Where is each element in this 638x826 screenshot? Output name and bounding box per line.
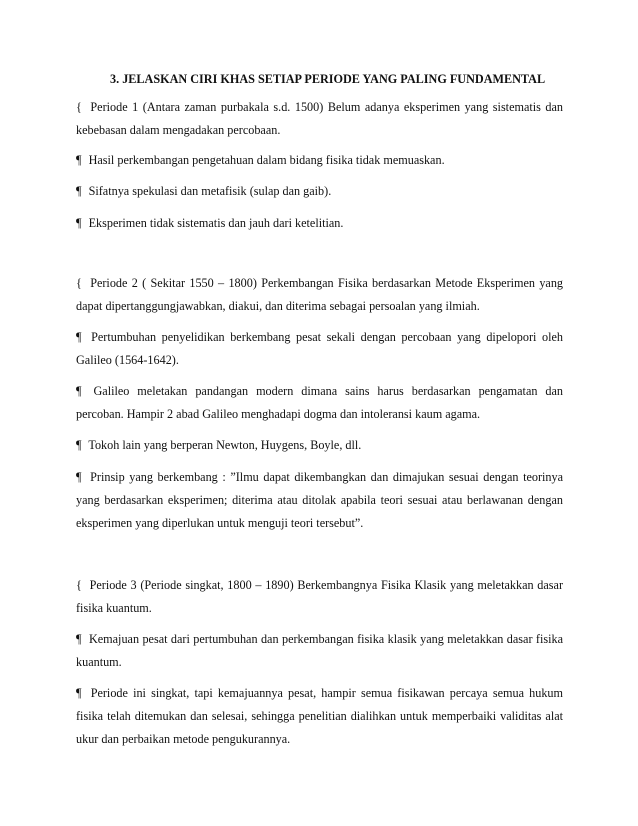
paragraph-text: Periode ini singkat, tapi kemajuannya pesat, hampir semua fisikawan percaya semua hukum fisika telah ditemukan dan selesai, sehingga penelitian dialihkan untuk memperbaiki validitas alat ukur dan perbaikan metode pengukurannya. <box>76 686 563 746</box>
bullet-marker: { <box>76 578 82 592</box>
bullet-marker: { <box>76 276 82 290</box>
paragraph-text: Periode 3 (Periode singkat, 1800 – 1890) Berkembangnya Fisika Klasik yang meletakkan dasar fisika kuantum. <box>76 578 563 615</box>
paragraph-text: Periode 2 ( Sekitar 1550 – 1800) Perkembangan Fisika berdasarkan Metode Eksperimen yang dapat dipertanggungjawabkan, diakui, dan diterima sebagai persoalan yang ilmiah. <box>76 276 564 313</box>
pilcrow-marker: ¶ <box>76 686 82 700</box>
paragraph-text: Sifatnya spekulasi dan metafisik (sulap dan gaib). <box>88 184 332 198</box>
paragraph-periode-1 <box>76 96 563 142</box>
paragraph-text: Pertumbuhan penyelidikan berkembang pesat sekali dengan percobaan yang dipelopori oleh Galileo (1564-1642). <box>76 330 563 367</box>
pilcrow-marker: ¶ <box>76 184 82 198</box>
paragraph-periode-2 <box>76 272 563 318</box>
paragraph-text: Prinsip yang berkembang : ”Ilmu dapat dikembangkan dan dimajukan sesuai dengan teorinya yang berdasarkan eksperimen; diterima atau ditolak apabila teori sesuai atau berlawanan dengan eksperimen yang diperlukan untuk menguji teori tersebut”. <box>76 470 564 530</box>
paragraph-kemajuan <box>76 628 563 674</box>
paragraph-pertumbuhan <box>76 326 563 372</box>
paragraph-text: Kemajuan pesat dari pertumbuhan dan perkembangan fisika klasik yang meletakkan dasar fisika kuantum. <box>76 632 564 669</box>
paragraph-text: Galileo meletakan pandangan modern dimana sains harus berdasarkan pengamatan dan percoban. Hampir 2 abad Galileo menghadapi dogma dan intoleransi kaum agama. <box>76 384 563 421</box>
paragraph-sifatnya <box>76 180 563 203</box>
pilcrow-marker: ¶ <box>76 330 82 344</box>
paragraph-text: Eksperimen tidak sistematis dan jauh dari ketelitian. <box>88 216 344 230</box>
paragraph-text: Hasil perkembangan pengetahuan dalam bidang fisika tidak memuaskan. <box>88 153 445 167</box>
paragraph-prinsip <box>76 466 563 535</box>
paragraph-periode-3 <box>76 574 563 620</box>
pilcrow-marker: ¶ <box>76 216 82 230</box>
pilcrow-marker: ¶ <box>76 384 82 398</box>
paragraph-tokoh-lain <box>76 434 563 457</box>
pilcrow-marker: ¶ <box>76 470 82 484</box>
paragraph-hasil-perkembangan <box>76 149 563 172</box>
paragraph-text: Tokoh lain yang berperan Newton, Huygens, Boyle, dll. <box>88 438 362 452</box>
document-heading: 3. JELASKAN CIRI KHAS SETIAP PERIODE YANG PALING FUNDAMENTAL <box>110 72 546 86</box>
paragraph-galileo <box>76 380 563 426</box>
pilcrow-marker: ¶ <box>76 438 82 452</box>
bullet-marker: { <box>76 100 82 114</box>
pilcrow-marker: ¶ <box>76 153 82 167</box>
paragraph-text: Periode 1 (Antara zaman purbakala s.d. 1500) Belum adanya eksperimen yang sistematis dan kebebasan dalam mengadakan percobaan. <box>76 100 564 137</box>
paragraph-periode-singkat <box>76 682 563 751</box>
paragraph-eksperimen <box>76 212 563 235</box>
pilcrow-marker: ¶ <box>76 632 82 646</box>
